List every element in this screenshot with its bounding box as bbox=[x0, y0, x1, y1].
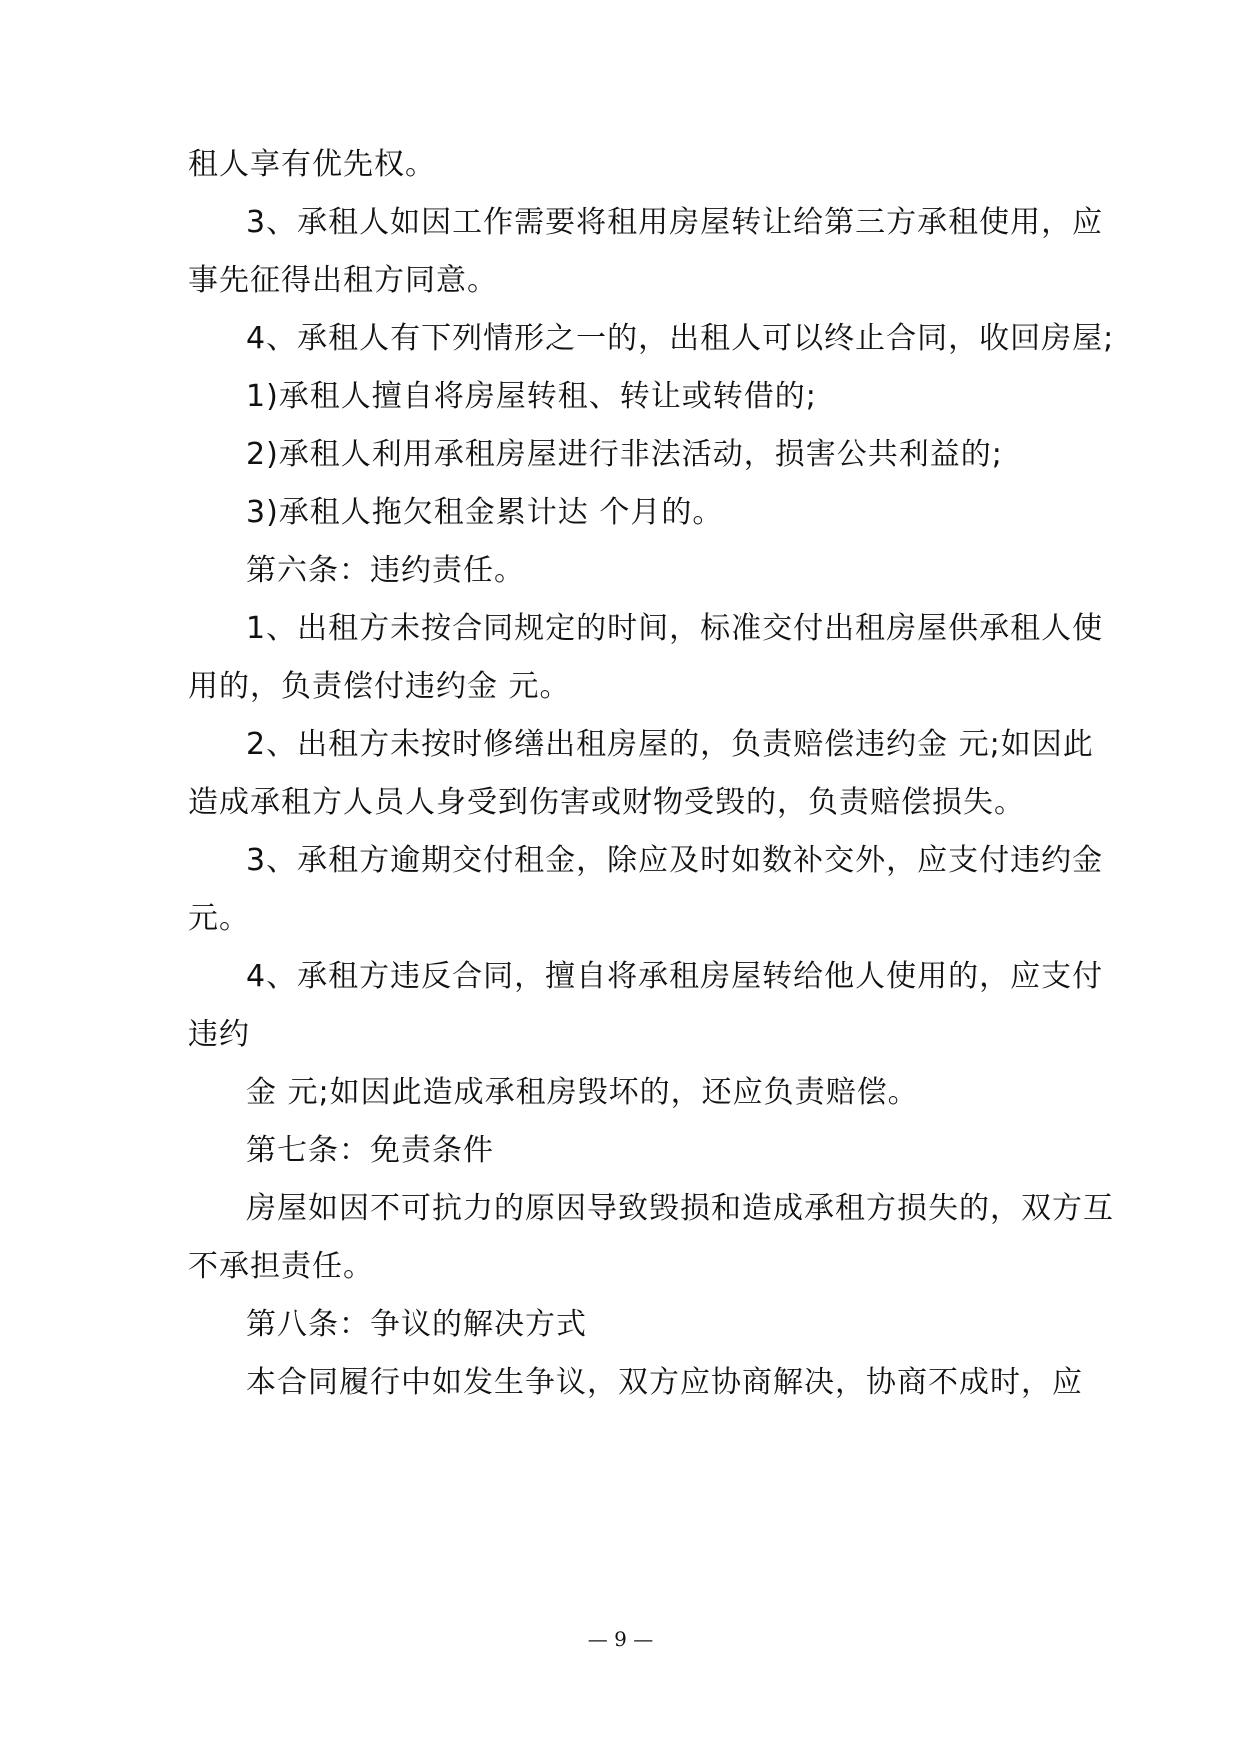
text-line-6: 2)承租人利用承租房屋进行非法活动，损害公共利益的; bbox=[246, 437, 1003, 472]
section-heading-article-8: 第八条：争议的解决方式 bbox=[246, 1307, 587, 1342]
section-heading-article-7: 第七条：免责条件 bbox=[246, 1133, 494, 1168]
text-line-10: 用的，负责偿付违约金 元。 bbox=[188, 669, 571, 704]
text-line-12: 造成承租方人员人身受到伤害或财物受毁的，负责赔偿损失。 bbox=[188, 785, 1025, 820]
text-line-7: 3)承租人拖欠租金累计达 个月的。 bbox=[246, 495, 724, 530]
text-line-14: 元。 bbox=[188, 901, 250, 936]
text-line-20: 不承担责任。 bbox=[188, 1249, 374, 1284]
text-line-9: 1、出租方未按合同规定的时间，标准交付出租房屋供承租人使 bbox=[246, 611, 1104, 646]
text-line-17: 金 元;如因此造成承租房毁坏的，还应负责赔偿。 bbox=[246, 1075, 919, 1110]
text-line-11: 2、出租方未按时修缮出租房屋的，负责赔偿违约金 元;如因此 bbox=[246, 727, 1094, 762]
text-line-3: 事先征得出租方同意。 bbox=[188, 263, 498, 298]
text-line-15: 4、承租方违反合同，擅自将承租房屋转给他人使用的，应支付 bbox=[246, 959, 1104, 994]
text-line-5: 1)承租人擅自将房屋转租、转让或转借的; bbox=[246, 379, 817, 414]
section-heading-article-6: 第六条：违约责任。 bbox=[246, 553, 525, 588]
text-line-16: 违约 bbox=[188, 1017, 250, 1052]
text-line-22: 本合同履行中如发生争议，双方应协商解决，协商不成时，应 bbox=[246, 1365, 1083, 1400]
text-line-4: 4、承租人有下列情形之一的，出租人可以终止合同，收回房屋; bbox=[246, 321, 1115, 356]
page-number: — 9 — bbox=[587, 1627, 654, 1651]
text-line-13: 3、承租方逾期交付租金，除应及时如数补交外，应支付违约金 bbox=[246, 843, 1104, 878]
text-line-1: 租人享有优先权。 bbox=[188, 147, 436, 182]
text-line-2: 3、承租人如因工作需要将租用房屋转让给第三方承租使用，应 bbox=[246, 205, 1104, 240]
text-line-19: 房屋如因不可抗力的原因导致毁损和造成承租方损失的，双方互 bbox=[246, 1191, 1114, 1226]
